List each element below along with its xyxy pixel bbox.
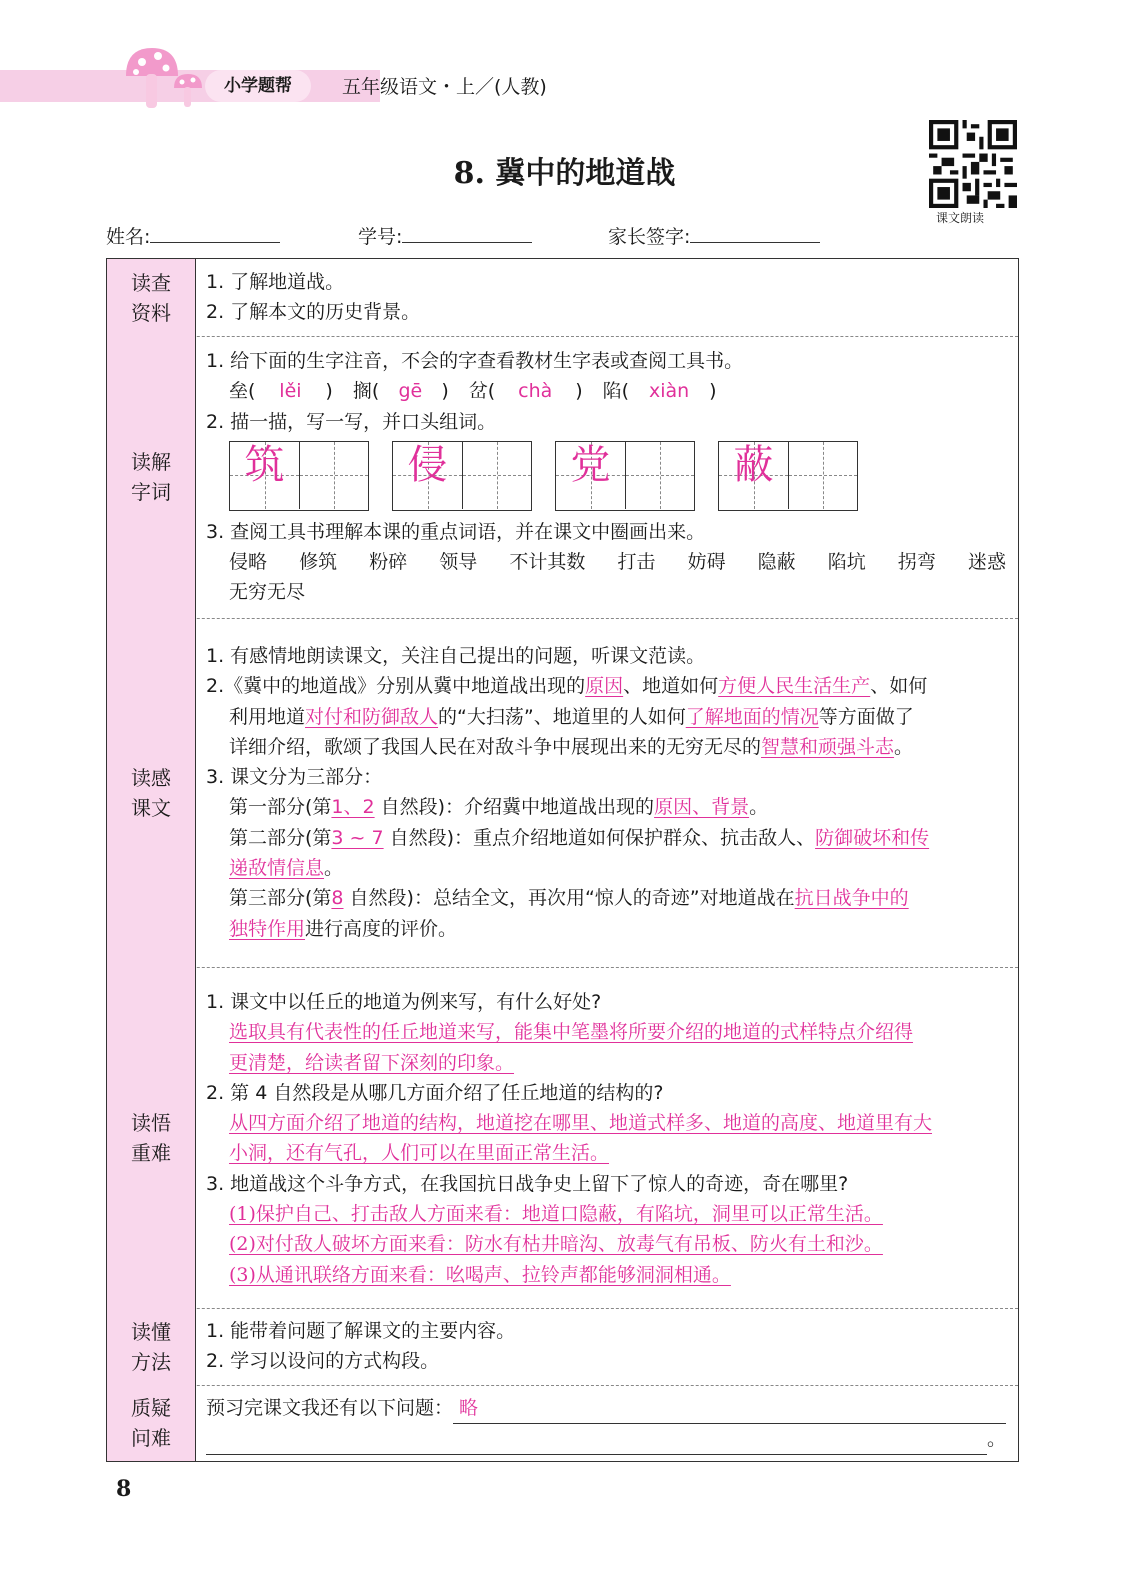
pinyin-answer: xiàn	[648, 380, 690, 403]
answer-text: 方便人民生活生产	[718, 675, 871, 698]
student-number-field[interactable]	[358, 222, 532, 249]
section-label: 读感 课文	[107, 618, 196, 967]
list-item: 1. 有感情地朗读课文，关注自己提出的问题，听课文范读。	[206, 645, 706, 667]
answer-text: 从四方面介绍了地道的结构，地道挖在哪里、地道式样多、地道的高度、地道里有大	[229, 1112, 933, 1135]
list-item: 详细介绍，歌颂了我国人民在对敌斗争中展现出来的无穷无尽的智慧和顽强斗志。	[229, 735, 914, 758]
answer-text: (3)从通讯联络方面来看：吆喝声、拉铃声都能够洞洞相通。	[229, 1263, 731, 1286]
worksheet-table	[106, 258, 1019, 1462]
page-title: 8. 冀中的地道战	[453, 156, 676, 191]
number-label: 学号:	[358, 226, 403, 248]
parent-label: 家长签字:	[608, 226, 691, 248]
word: 拐弯	[897, 551, 936, 574]
pinyin-answer: gē	[398, 380, 423, 403]
list-item: 1. 能带着问题了解课文的主要内容。	[206, 1320, 516, 1342]
list-item: 第三部分(第8 自然段)：总结全文，再次用“惊人的奇迹”对地道战在抗日战争中的	[229, 887, 909, 910]
section-label: 读懂 方法	[107, 1308, 196, 1385]
list-item: 利用地道对付和防御敌人的“大扫荡”、地道里的人如何了解地面的情况等方面做了	[229, 705, 914, 728]
list-item: 1. 了解地道战。	[206, 271, 345, 293]
word: 隐蔽	[757, 551, 796, 574]
word: 侵略	[229, 551, 268, 574]
word: 打击	[617, 551, 656, 574]
word: 妨碍	[687, 551, 726, 574]
answer-text: 小洞，还有气孔，人们可以在里面正常生活。	[229, 1142, 610, 1165]
pinyin-answer: lěi	[279, 380, 302, 403]
qr-code-icon[interactable]	[928, 120, 1018, 208]
answer-text: (2)对付敌人破坏方面来看：防水有枯井暗沟、放毒气有吊板、防火有土和沙。	[229, 1233, 883, 1256]
section-words	[107, 336, 1018, 619]
answer-text: 了解地面的情况	[685, 705, 819, 728]
section-questions	[107, 1385, 1018, 1461]
section-key-points	[107, 967, 1018, 1309]
subject-label: 五年级语文・上／(人教)	[342, 76, 547, 98]
answer-text: 防御破坏和传	[815, 826, 930, 849]
name-label: 姓名:	[106, 226, 151, 248]
answer-text: 选取具有代表性的任丘地道来写，能集中笔墨将所要介绍的地道的式样特点介绍得	[229, 1021, 914, 1044]
char-box[interactable]: 侵	[392, 441, 532, 511]
answer-text: 更清楚，给读者留下深刻的印象。	[229, 1051, 515, 1074]
answer-text: 独特作用	[229, 917, 306, 940]
question: 1. 给下面的生字注音，不会的字查看教材生字表或查阅工具书。	[206, 350, 744, 372]
question-answer-line[interactable]: 。	[206, 1424, 1006, 1454]
char-box[interactable]: 党	[555, 441, 695, 511]
question: 2. 第 4 自然段是从哪几方面介绍了任丘地道的结构的?	[206, 1081, 664, 1104]
char-box[interactable]: 筑	[229, 441, 369, 511]
list-item: 第二部分(第3 ~ 7 自然段)：重点介绍地道如何保护群众、抗击敌人、防御破坏和传	[229, 826, 930, 849]
answer-text: 对付和防御敌人	[305, 705, 439, 728]
question: 3. 地道战这个斗争方式，在我国抗日战争史上留下了惊人的奇迹，奇在哪里?	[206, 1172, 849, 1195]
writing-grid	[206, 441, 1006, 517]
answer-text: 抗日战争中的	[794, 887, 909, 910]
answer-text: 递敌情信息	[229, 857, 325, 880]
word: 陷坑	[827, 551, 866, 574]
parent-signature-field[interactable]	[608, 222, 820, 249]
list-item: 2.《冀中的地道战》分别从冀中地道战出现的原因、地道如何方便人民生活生产、如何	[206, 675, 928, 698]
answer-text: 略	[453, 1393, 1006, 1424]
question: 1. 课文中以任丘的地道为例来写，有什么好处?	[206, 991, 602, 1013]
page-number: 8	[116, 1476, 132, 1502]
section-read-materials	[107, 259, 1018, 337]
word: 无穷无尽	[229, 581, 306, 604]
mushroom-icon	[120, 42, 210, 112]
list-item: 2. 学习以设问的方式构段。	[206, 1350, 440, 1373]
word: 修筑	[299, 551, 338, 574]
pinyin-answer: chà	[518, 380, 553, 403]
list-item: 递敌情信息。	[229, 857, 344, 880]
list-item: 2. 了解本文的历史背景。	[206, 301, 421, 324]
list-item: 独特作用进行高度的评价。	[229, 917, 458, 940]
answer-text: (1)保护自己、打击敌人方面来看：地道口隐蔽，有陷坑，洞里可以正常生活。	[229, 1203, 883, 1226]
word: 领导	[439, 551, 478, 574]
word-list	[206, 547, 1006, 577]
section-label: 读查 资料	[107, 259, 196, 336]
char-box[interactable]: 蔽	[718, 441, 858, 511]
answer-text: 原因	[585, 675, 624, 698]
section-label: 质疑 问难	[107, 1385, 196, 1461]
qr-caption: 课文朗读	[936, 211, 985, 225]
question-answer-line[interactable]: 预习完课文我还有以下问题： 略	[206, 1393, 1006, 1424]
list-item: 3. 课文分为三部分：	[206, 766, 383, 789]
answer-text: 原因、背景	[654, 796, 750, 819]
word: 粉碎	[369, 551, 408, 574]
section-methods	[107, 1308, 1018, 1386]
answer-text: 智慧和顽强斗志	[761, 735, 895, 758]
question: 2. 描一描，写一写，并口头组词。	[206, 410, 497, 433]
section-label: 读解 字词	[107, 336, 196, 618]
word: 迷惑	[967, 551, 1006, 574]
list-item: 第一部分(第1、2 自然段)：介绍冀中地道战出现的原因、背景。	[229, 796, 769, 819]
name-field[interactable]	[106, 222, 280, 249]
section-text-feel	[107, 618, 1018, 968]
pinyin-row: 垒( lěi ) 搁( gē ) 岔( chà ) 陷( xiàn )	[206, 376, 1006, 406]
section-label: 读悟 重难	[107, 967, 196, 1308]
word: 不计其数	[509, 551, 586, 574]
brand-label: 小学题帮	[205, 70, 311, 102]
question: 3. 查阅工具书理解本课的重点词语，并在课文中圈画出来。	[206, 520, 706, 543]
